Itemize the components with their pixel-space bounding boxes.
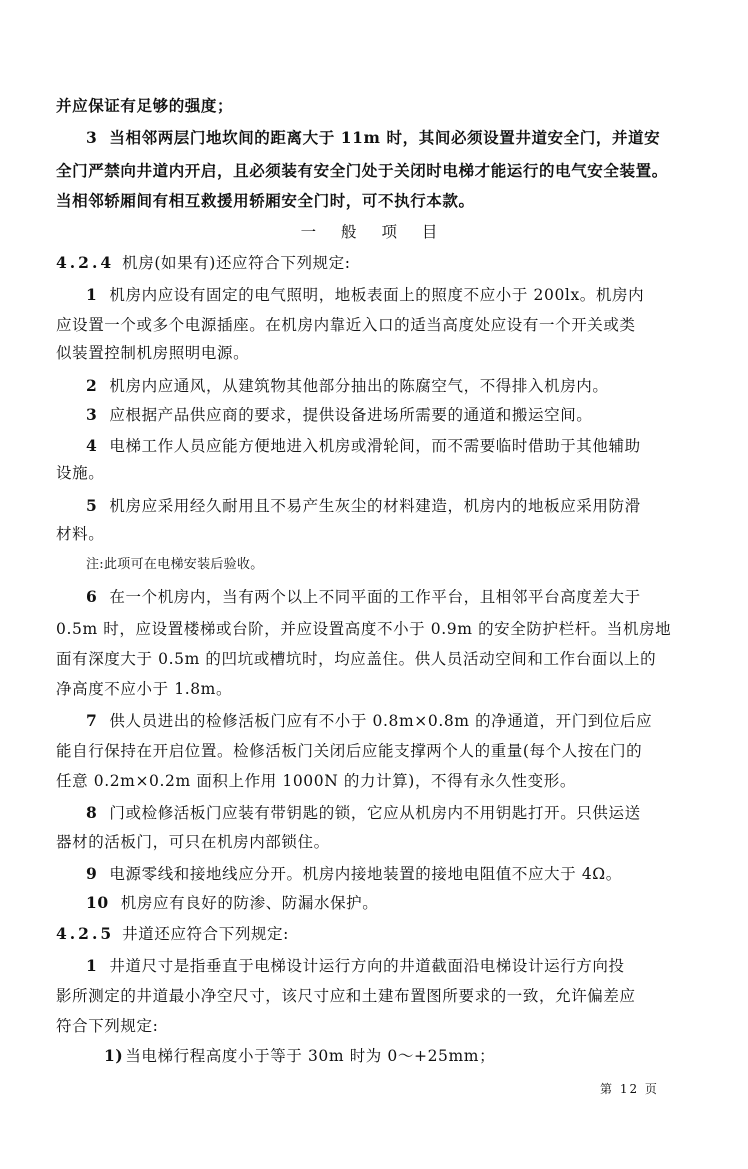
item-1-line-3: 似装置控制机房照明电源。 xyxy=(56,344,250,362)
item-6-line-1: 6 在一个机房内，当有两个以上不同平面的工作平台，且相邻平台高度差大于 xyxy=(86,587,641,606)
item-3-line: 3 应根据产品供应商的要求，提供设备进场所需要的通道和搬运空间。 xyxy=(86,405,593,424)
section-heading: 一 般 项 目 xyxy=(300,223,448,241)
shaft-item-1-line-1: 1 井道尺寸是指垂直于电梯设计运行方向的井道截面沿电梯设计运行方向投 xyxy=(86,956,625,975)
item-1-line-2: 应设置一个或多个电源插座。在机房内靠近入口的适当高度处应设有一个开关或类 xyxy=(56,316,636,334)
item-2-line: 2 机房内应通风，从建筑物其他部分抽出的陈腐空气，不得排入机房内。 xyxy=(86,376,609,395)
item-6-line-4: 净高度不应小于 1.8m。 xyxy=(56,680,233,698)
sub-item-1-line: 1) 当电梯行程高度小于等于 30m 时为 0～+25mm； xyxy=(104,1046,496,1065)
section-4-2-5-title: 4.2.5 井道还应符合下列规定: xyxy=(56,924,289,943)
page-number: 第 12 页 xyxy=(600,1082,659,1096)
note-line: 注:此项可在电梯安装后验收。 xyxy=(86,557,264,572)
section-4-2-4-title: 4.2.4 机房(如果有)还应符合下列规定: xyxy=(56,253,351,272)
shaft-item-1-line-2: 影所测定的井道最小净空尺寸，该尺寸应和土建布置图所要求的一致，允许偏差应 xyxy=(56,987,636,1005)
item-1-line-1: 1 机房内应设有固定的电气照明，地板表面上的照度不应小于 200lx。机房内 xyxy=(86,285,645,304)
paragraph-line: 并应保证有足够的强度； xyxy=(56,96,234,115)
item-7-line-1: 7 供人员进出的检修活板门应有不小于 0.8m×0.8m 的净通道，开门到位后应 xyxy=(86,711,653,730)
item-4-line-1: 4 电梯工作人员应能方便地进入机房或滑轮间，而不需要临时借助于其他辅助 xyxy=(86,436,641,455)
item-8-line-1: 8 门或检修活板门应装有带钥匙的锁，它应从机房内不用钥匙打开。只供运送 xyxy=(86,803,641,822)
item-9-line: 9 电源零线和接地线应分开。机房内接地装置的接地电阻值不应大于 4Ω。 xyxy=(86,864,622,883)
item-10-line: 10 机房应有良好的防渗、防漏水保护。 xyxy=(86,893,379,912)
item-4-line-2: 设施。 xyxy=(56,464,105,482)
clause-3-line-3: 当相邻轿厢间有相互救援用轿厢安全门时，可不执行本款。 xyxy=(56,191,475,210)
item-6-line-2: 0.5m 时，应设置楼梯或台阶，并应设置高度不小于 0.9m 的安全防护栏杆。当机房地 xyxy=(56,620,672,638)
item-8-line-2: 器材的活板门，可只在机房内部锁住。 xyxy=(56,833,330,851)
item-5-line-1: 5 机房应采用经久耐用且不易产生灰尘的材料建造，机房内的地板应采用防滑 xyxy=(86,496,641,515)
item-6-line-3: 面有深度大于 0.5m 的凹坑或槽坑时，均应盖住。供人员活动空间和工作台面以上的 xyxy=(56,650,657,668)
clause-3-line-2: 全门严禁向井道内开启，且必须装有安全门处于关闭时电梯才能运行的电气安全装置。 xyxy=(56,161,668,180)
clause-3-line-1: 3 当相邻两层门地坎间的距离大于 11m 时，其间必须设置井道安全门，并道安 xyxy=(86,128,661,147)
item-5-line-2: 材料。 xyxy=(56,525,105,543)
item-7-line-3: 任意 0.2m×0.2m 面积上作用 1000N 的力计算)，不得有永久性变形。 xyxy=(56,772,576,790)
item-7-line-2: 能自行保持在开启位置。检修活板门关闭后应能支撑两个人的重量(每个人按在门的 xyxy=(56,742,643,760)
shaft-item-1-line-3: 符合下列规定: xyxy=(56,1017,159,1035)
